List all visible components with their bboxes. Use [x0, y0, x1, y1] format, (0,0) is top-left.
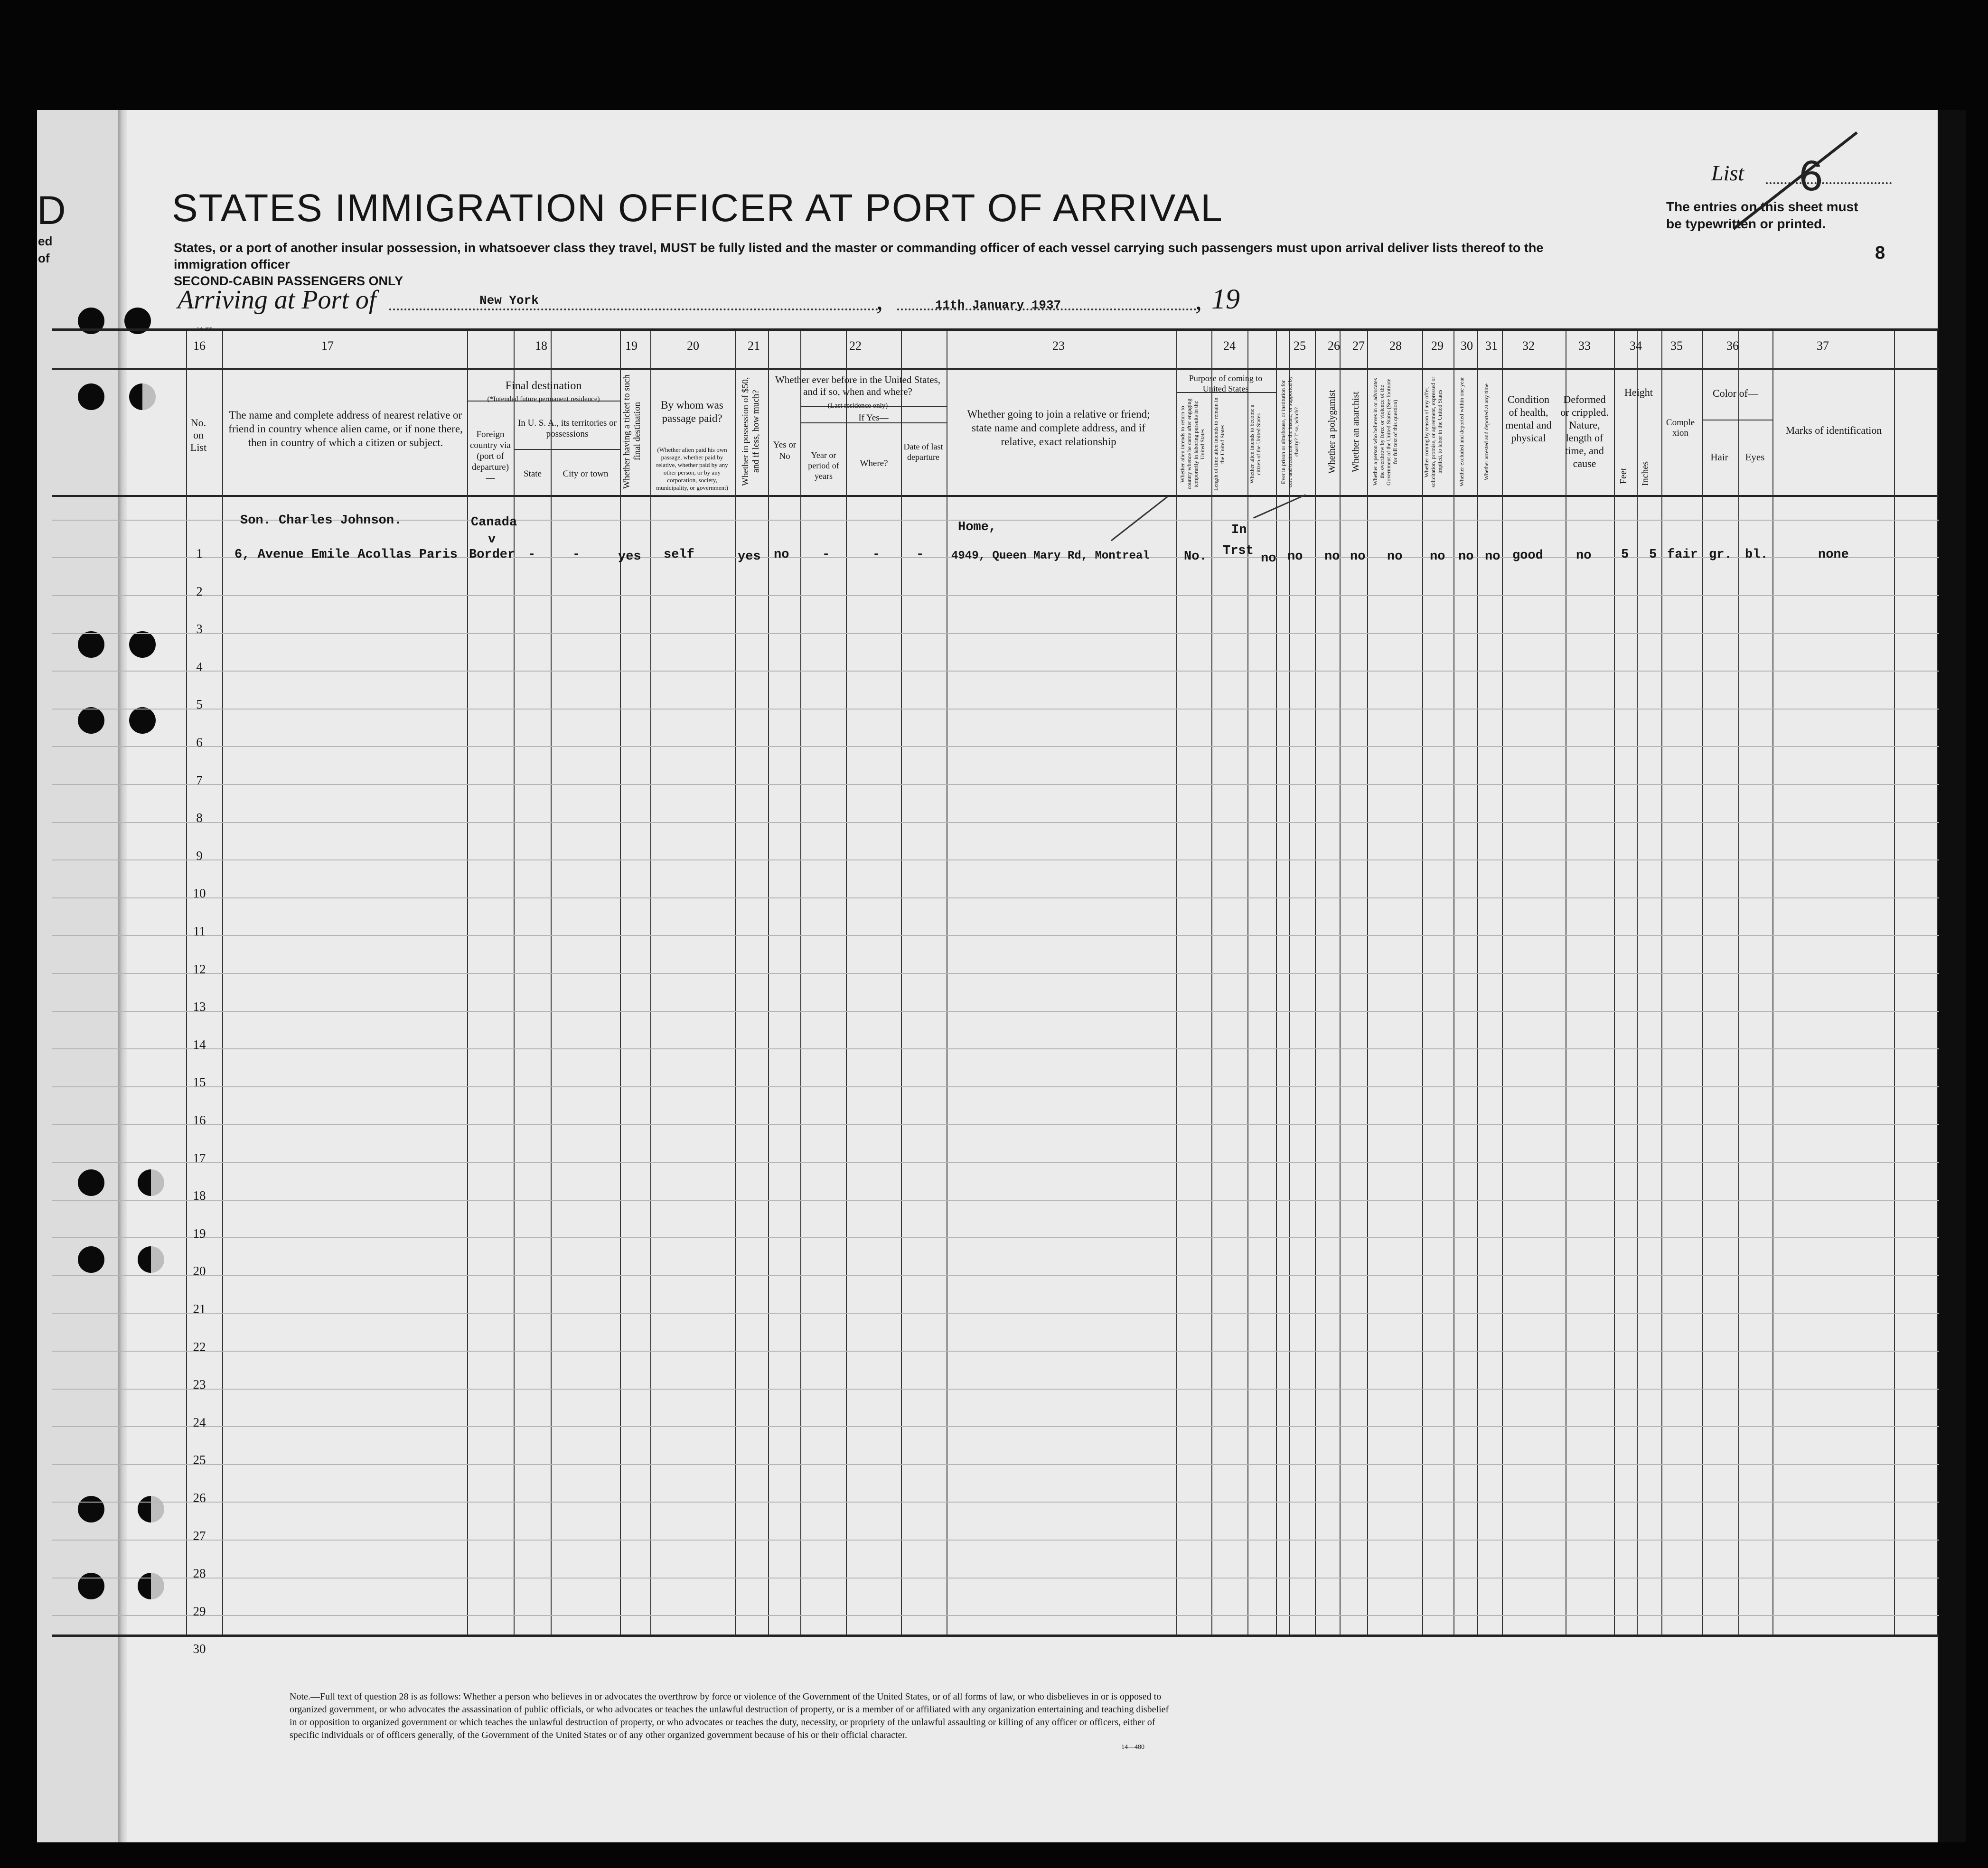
table-bottom-border — [52, 1634, 1939, 1637]
col-header-fifty-dollars: Whether in possession of $50, and if less, how much? — [741, 377, 761, 486]
column-rule — [1637, 331, 1638, 1635]
list-line — [1766, 182, 1892, 184]
row-number: 27 — [193, 1529, 206, 1543]
column-rule — [1738, 331, 1739, 1635]
join-relation: Home, — [958, 520, 997, 534]
punch-hole — [78, 1573, 104, 1599]
column-rule — [1702, 331, 1703, 1635]
column-rule — [1289, 331, 1290, 1635]
right-edge-shadow — [1938, 110, 1966, 1842]
row-rule — [52, 1086, 1939, 1087]
relative-address: 6, Avenue Emile Acollas Paris — [234, 548, 458, 562]
row-number: 8 — [196, 811, 203, 825]
row-number: 7 — [196, 773, 203, 787]
row-number: 17 — [193, 1151, 206, 1165]
punch-hole — [138, 1169, 164, 1196]
left-cut-text — [38, 233, 52, 267]
row-number: 15 — [193, 1075, 206, 1089]
row-rule — [52, 1275, 1939, 1276]
footnote: Note.—Full text of question 28 is as follows: Whether a person who believes in or advocates the overthrow by force or violence of the Government of the United States, or of all forms of law, or who disbelieves in or is opposed to organized government, or who advocates the assassination of public officials, or who advocates or teaches the unlawful destruction of property, or is a member of or affiliated with any organization entertaining and teaching disbelief in or opposition to organized government or which teaches the unlawful destruction of property, or who advocates or teaches the duty, necessity, or propriety of the unlawful assaulting or killing of any officer or officers, either of specific individuals or of officers generally, of the Government of the United States or of any other organized government because of his or their official character. — [290, 1691, 1169, 1740]
column-rule — [1422, 331, 1423, 1635]
row-rule — [52, 595, 1939, 596]
punch-hole — [138, 1246, 164, 1273]
column-rule — [1315, 331, 1316, 1635]
column-rule — [1176, 331, 1177, 1635]
column-rule — [846, 331, 847, 1635]
header-bottom-border — [52, 495, 1939, 497]
arriving-label: Arriving at Port of — [178, 285, 376, 315]
row-number: 1 — [196, 546, 203, 560]
has-fifty-value: yes — [738, 550, 761, 564]
row-number: 9 — [196, 849, 203, 863]
date-value: 11th January 1937 — [935, 298, 1061, 312]
row-rule — [52, 633, 1939, 634]
column-number-border — [52, 368, 1939, 370]
row-number: 4 — [196, 660, 203, 674]
row-number: 24 — [193, 1415, 206, 1429]
instruction-line: The entries on this sheet must — [1666, 199, 1858, 214]
col-header-passage-paid: By whom was passage paid? — [661, 399, 723, 424]
manifest-sheet — [37, 110, 1941, 1842]
col-header-eyes: Eyes — [1745, 451, 1765, 463]
join-address: 4949, Queen Mary Rd, Montreal — [951, 550, 1150, 562]
purpose-citizen-value: no — [1261, 551, 1276, 566]
col-header-complexion: Complexion — [1666, 418, 1695, 438]
row-number: 12 — [193, 962, 206, 976]
col-header-feet: Feet — [1618, 467, 1629, 485]
row-rule — [52, 1426, 1939, 1427]
col-header-marks: Marks of identification — [1785, 424, 1882, 436]
col-header-before-note: (Last residence only) — [827, 402, 888, 410]
subtitle-line: States, or a port of another insular possession, in whatsoever class they travel, MUST be fully listed and the master or commanding officer of each vessel carrying such passengers must upon arrival deliver lists thereof to the immigration officer — [174, 241, 1544, 271]
before-date-value: - — [916, 548, 924, 562]
hair-value: gr. — [1709, 548, 1732, 562]
ticket-value: yes — [618, 550, 641, 564]
column-rule — [1937, 331, 1938, 1635]
row-rule — [52, 1237, 1939, 1238]
row-rule — [52, 1313, 1939, 1314]
row-number: 21 — [193, 1302, 206, 1316]
column-rule — [551, 331, 552, 1635]
col-header-prison: Ever in prison or almshouse, or institution for care and treatment of the insane, or supported by charity? If so, which? — [1280, 376, 1300, 488]
row-number: 26 — [193, 1491, 206, 1505]
punch-hole — [78, 383, 104, 410]
col-number: 36 — [1726, 339, 1739, 353]
punch-hole — [129, 383, 156, 410]
col-header-color: Color of— — [1713, 387, 1758, 399]
col-number: 18 — [535, 339, 547, 353]
col-number: 35 — [1670, 339, 1683, 353]
row-rule — [52, 1011, 1939, 1012]
row-rule — [52, 1615, 1939, 1616]
health-value: good — [1512, 549, 1543, 563]
column-rule — [1661, 331, 1662, 1635]
row-rule — [52, 1162, 1939, 1163]
col-number: 33 — [1578, 339, 1591, 353]
deformed-value: no — [1576, 549, 1592, 563]
col-number: 22 — [849, 339, 862, 353]
column-rule — [1614, 331, 1615, 1635]
column-rule — [1247, 331, 1248, 1635]
column-rule — [768, 331, 769, 1635]
column-rule — [1502, 331, 1503, 1635]
page-title: STATES IMMIGRATION OFFICER AT PORT OF ARRIVAL — [172, 187, 1223, 230]
form-number: 14—480 — [1121, 1744, 1144, 1751]
col-number: 24 — [1223, 339, 1236, 353]
subheader-rule — [650, 495, 735, 496]
col-number: 20 — [687, 339, 699, 353]
row-number: 29 — [193, 1604, 206, 1618]
instruction-line: be typewritten or printed. — [1666, 216, 1826, 231]
row-number: 23 — [193, 1377, 206, 1392]
labor-offer-value: no — [1430, 550, 1445, 564]
before-period-value: - — [822, 548, 830, 562]
col-header-state: State — [524, 469, 542, 479]
height-feet-value: 5 — [1621, 548, 1629, 562]
column-rule — [1340, 331, 1341, 1635]
col-header-join-relative: Whether going to join a relative or friend; state name and complete address, and if relative, exact relationship — [967, 408, 1150, 448]
col-number: 19 — [625, 339, 638, 353]
column-rule — [620, 331, 621, 1635]
row-number: 30 — [193, 1642, 206, 1656]
relative-name: Son. Charles Johnson. — [240, 514, 402, 528]
column-rule — [1772, 331, 1773, 1635]
row-number: 20 — [193, 1264, 206, 1278]
column-rule — [800, 331, 801, 1635]
left-cut-fragment: ed — [38, 234, 53, 248]
eyes-value: bl. — [1745, 548, 1768, 562]
row-rule — [52, 1124, 1939, 1125]
advocate-value: no — [1387, 550, 1403, 564]
table-top-border — [52, 328, 1939, 331]
row-number: 3 — [196, 622, 203, 636]
excluded-value: no — [1458, 550, 1474, 564]
punch-hole — [78, 1169, 104, 1196]
col-number: 28 — [1389, 339, 1402, 353]
col-number: 25 — [1294, 339, 1306, 353]
dest-state: - — [528, 548, 536, 562]
col-header-usa: In U. S. A., its territories or possessions — [518, 418, 617, 439]
punch-hole — [78, 1246, 104, 1273]
col-header-purpose: Purpose of coming to United States — [1189, 374, 1263, 393]
row-rule — [52, 1464, 1939, 1465]
row-rule — [52, 1048, 1939, 1049]
col-header-height: Height — [1624, 386, 1653, 398]
foreign-via: v — [488, 532, 496, 547]
col-number: 29 — [1431, 339, 1444, 353]
col-number: 16 — [193, 339, 206, 353]
col-number: 32 — [1522, 339, 1535, 353]
row-number: 2 — [196, 584, 203, 598]
row-number: 28 — [193, 1566, 206, 1580]
row-rule — [52, 1351, 1939, 1352]
col-header-anarchist: Whether an anarchist — [1350, 392, 1361, 472]
column-rule — [1453, 331, 1454, 1635]
row-rule — [52, 859, 1939, 860]
row-number: 16 — [193, 1113, 206, 1127]
before-where-value: - — [872, 548, 881, 562]
punch-hole — [78, 631, 104, 658]
col-header-labor-offer: Whether coming by reason of any offer, solicitation, promise, or agreement, expressed or implied, to labor in the United States — [1423, 376, 1443, 487]
col-header-purpose-return: Whether alien intends to return to country whence he came after engaging temporarily in laboring pursuits in the United States — [1179, 399, 1206, 490]
col-number: 34 — [1630, 339, 1642, 353]
before-yesno-value: no — [774, 548, 789, 562]
col-header-polygamist: Whether a polygamist — [1327, 390, 1337, 474]
row-rule — [52, 1200, 1939, 1201]
col-header-ticket: Whether having a ticket to such final destination — [622, 374, 642, 489]
col-header-city: City or town — [563, 469, 609, 479]
purpose-return-value: No. — [1184, 550, 1207, 564]
prison-value: no — [1287, 550, 1303, 564]
col-header-purpose-length: Length of time alien intends to remain in the United States — [1212, 397, 1226, 491]
entries-instruction — [1666, 198, 1858, 233]
row-rule — [52, 709, 1939, 710]
column-rule — [222, 331, 223, 1635]
row-number: 14 — [193, 1037, 206, 1052]
column-rule — [901, 331, 902, 1635]
purpose-length-value: Trst — [1223, 544, 1254, 558]
separator-comma: , — [876, 286, 883, 316]
column-rule — [1276, 331, 1277, 1635]
dest-city: - — [572, 548, 581, 562]
page-subtitle — [174, 240, 1598, 290]
column-rule — [1367, 331, 1368, 1635]
subheader-rule — [514, 449, 620, 450]
separator-comma: , — [1195, 286, 1202, 316]
column-rule — [650, 331, 651, 1635]
punch-hole — [138, 1573, 164, 1599]
col-header-deformed: Deformed or crippled. Nature, length of time, and cause — [1560, 393, 1609, 469]
row-number: 13 — [193, 999, 206, 1014]
column-rule — [1211, 331, 1212, 1635]
port-value: New York — [479, 293, 539, 308]
col-header-yes-no: Yes or No — [773, 440, 797, 461]
column-rule — [1477, 331, 1478, 1635]
page-fold — [118, 110, 127, 1842]
row-number: 18 — [193, 1188, 206, 1203]
punch-hole — [129, 631, 156, 658]
column-rule — [735, 331, 736, 1635]
row-rule — [52, 822, 1939, 823]
row-rule — [52, 1389, 1939, 1390]
col-header-excluded: Whether excluded and deported within one year — [1458, 377, 1465, 487]
marks-value: none — [1818, 548, 1849, 562]
punch-hole — [78, 1496, 104, 1522]
row-number: 25 — [193, 1453, 206, 1467]
passenger-class: SECOND-CABIN PASSENGERS ONLY — [174, 274, 403, 288]
col-header-foreign-country: Foreign country via (port of departure)— — [469, 430, 511, 483]
punch-hole — [129, 707, 156, 734]
complexion-value: fair — [1667, 548, 1698, 562]
row-rule — [52, 1502, 1939, 1503]
col-header-passage-paid-note: (Whether alien paid his own passage, whether paid by relative, whether paid by any other person, or by any corporation, society, municipality, or government) — [656, 446, 728, 491]
row-rule — [52, 746, 1939, 747]
row-number: 11 — [193, 924, 206, 938]
col-number: 23 — [1052, 339, 1065, 353]
col-header-final-destination: Final destination — [505, 380, 582, 392]
foreign-country: Canada — [471, 515, 517, 530]
col-header-purpose-citizen: Whether alien intends to become a citizen of the United States — [1248, 404, 1262, 484]
row-rule — [52, 1540, 1939, 1541]
col-number: 30 — [1461, 339, 1473, 353]
row-number: 22 — [193, 1340, 206, 1354]
col-header-list-number: No. on List — [190, 417, 207, 453]
col-header-inches: Inches — [1640, 461, 1650, 486]
col-number: 27 — [1352, 339, 1365, 353]
arrested-value: no — [1485, 550, 1500, 564]
row-rule — [52, 897, 1939, 898]
row-number: 6 — [196, 735, 203, 749]
col-number: 31 — [1485, 339, 1498, 353]
column-rule — [1894, 331, 1895, 1635]
purpose-length-value: In — [1231, 523, 1247, 537]
row-number: 5 — [196, 697, 203, 711]
col-header-where: Where? — [860, 458, 888, 468]
left-cut-letter: D — [37, 188, 66, 233]
row-rule — [52, 935, 1939, 936]
col-header-final-destination-note: (*Intended future permanent residence) — [487, 395, 600, 403]
column-rule — [467, 331, 468, 1635]
col-header-health: Condition of health, mental and physical — [1505, 393, 1552, 444]
col-number: 21 — [748, 339, 760, 353]
polygamist-value: no — [1324, 550, 1340, 564]
col-number: 37 — [1817, 339, 1829, 353]
list-label: List — [1711, 161, 1744, 185]
col-header-relative: The name and complete address of nearest relative or friend in country whence alien came, or if none there, then in country of which a citizen or subject. — [228, 409, 463, 448]
row-rule — [52, 973, 1939, 974]
row-number: 10 — [193, 886, 206, 900]
sheet-number: 8 — [1875, 243, 1885, 263]
punch-hole — [78, 707, 104, 734]
col-header-advocate-overthrow: Whether a person who believes in or advocates the overthrow by force or violence of the Government of the United States (See footnote for full text of this question) — [1372, 378, 1398, 486]
col-header-if-yes: If Yes— — [858, 413, 889, 423]
col-number: 26 — [1328, 339, 1340, 353]
row-number: 19 — [193, 1226, 206, 1241]
punch-hole — [138, 1496, 164, 1522]
port-line — [389, 308, 878, 310]
paid-by-value: self — [664, 548, 694, 562]
row-rule — [52, 671, 1939, 672]
anarchist-value: no — [1350, 550, 1366, 564]
col-number: 17 — [321, 339, 334, 353]
list-number: 6 — [1799, 152, 1823, 200]
col-header-hair: Hair — [1710, 451, 1728, 463]
col-header-period: Year or period of years — [808, 450, 839, 481]
foreign-port: Border — [469, 548, 516, 562]
height-inches-value: 5 — [1649, 548, 1657, 562]
left-cut-fragment: of — [38, 251, 50, 265]
row-rule — [52, 784, 1939, 785]
year-label: 19 — [1211, 283, 1240, 315]
col-header-departure-date: Date of last departure — [903, 442, 943, 462]
col-header-arrested: Whether arrested and deported at any time — [1483, 383, 1490, 480]
column-rule — [186, 331, 187, 1635]
col-header-before-in-us: Whether ever before in the United States, and if so, when and where? — [775, 374, 941, 397]
